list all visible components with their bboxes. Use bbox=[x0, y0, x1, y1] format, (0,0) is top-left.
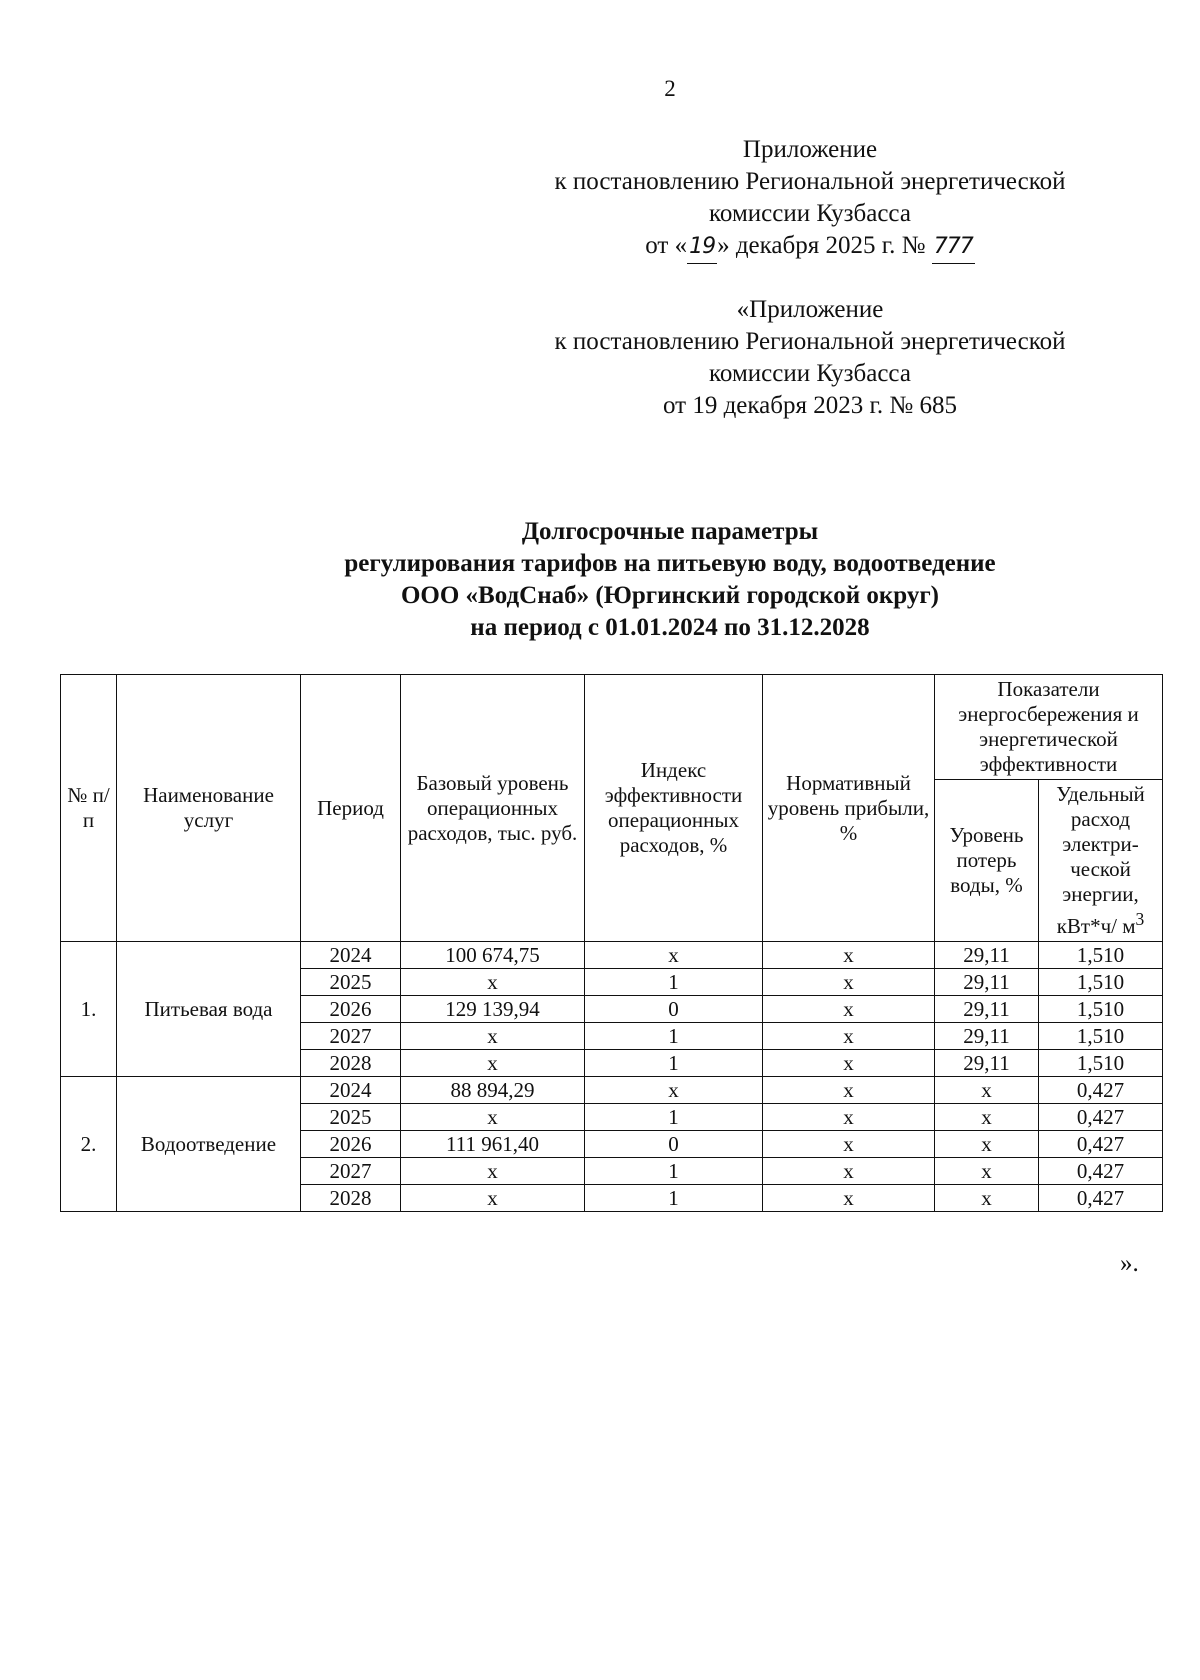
cell-period: 2026 bbox=[301, 996, 401, 1023]
handwritten-day: 19 bbox=[687, 231, 717, 264]
cell-period: 2025 bbox=[301, 969, 401, 996]
cell-base-opex: х bbox=[401, 1158, 585, 1185]
date-middle: » декабря 2025 г. № bbox=[717, 232, 926, 259]
cell-period: 2026 bbox=[301, 1131, 401, 1158]
cell-eff-index: 1 bbox=[585, 1050, 763, 1077]
approval-line: к постановлению Региональной энергетической bbox=[554, 168, 1066, 195]
cell-profit: х bbox=[763, 1077, 935, 1104]
cell-power-use: 0,427 bbox=[1039, 1158, 1163, 1185]
cell-service: Водоотведение bbox=[117, 1077, 301, 1212]
header-eff-index: Индекс эффективности операционных расходов, % bbox=[585, 675, 763, 942]
cell-water-loss: 29,11 bbox=[935, 1023, 1039, 1050]
cell-profit: х bbox=[763, 969, 935, 996]
cell-power-use: 1,510 bbox=[1039, 1050, 1163, 1077]
cell-profit: х bbox=[763, 1104, 935, 1131]
handwritten-number: 777 bbox=[932, 231, 975, 264]
cell-period: 2027 bbox=[301, 1158, 401, 1185]
cell-eff-index: 1 bbox=[585, 1185, 763, 1212]
table-row bbox=[61, 1077, 1163, 1104]
cell-period: 2028 bbox=[301, 1185, 401, 1212]
cell-base-opex: 100 674,75 bbox=[401, 942, 585, 969]
header-period: Период bbox=[301, 675, 401, 942]
approval-heading: «Приложение bbox=[736, 296, 884, 323]
cell-base-opex: х bbox=[401, 1185, 585, 1212]
cell-eff-index: х bbox=[585, 1077, 763, 1104]
approval-line: комиссии Кузбасса bbox=[709, 200, 911, 227]
cell-base-opex: х bbox=[401, 969, 585, 996]
header-base-opex: Базовый уровень операционных расходов, тыс. руб. bbox=[401, 675, 585, 942]
cell-water-loss: 29,11 bbox=[935, 996, 1039, 1023]
cell-period: 2027 bbox=[301, 1023, 401, 1050]
cell-base-opex: 111 961,40 bbox=[401, 1131, 585, 1158]
cell-period: 2028 bbox=[301, 1050, 401, 1077]
cell-num: 2. bbox=[61, 1077, 117, 1212]
header-profit: Нормативный уровень прибыли, % bbox=[763, 675, 935, 942]
approval-line: комиссии Кузбасса bbox=[709, 360, 911, 387]
closing-quote: ». bbox=[1120, 1250, 1139, 1277]
cell-num: 1. bbox=[61, 942, 117, 1077]
title-line: регулирования тарифов на питьевую воду, водоотведение bbox=[344, 550, 996, 577]
document-title bbox=[0, 516, 1200, 644]
approval-date-line bbox=[500, 230, 1120, 264]
cell-base-opex: х bbox=[401, 1023, 585, 1050]
approval-line: к постановлению Региональной энергетической bbox=[554, 328, 1066, 355]
cell-power-use: 0,427 bbox=[1039, 1131, 1163, 1158]
cell-service: Питьевая вода bbox=[117, 942, 301, 1077]
cell-period: 2025 bbox=[301, 1104, 401, 1131]
approval-date-line: от 19 декабря 2023 г. № 685 bbox=[662, 392, 958, 419]
cell-power-use: 0,427 bbox=[1039, 1104, 1163, 1131]
table-row bbox=[61, 942, 1163, 969]
cell-profit: х bbox=[763, 1158, 935, 1185]
tariff-parameters-table bbox=[60, 674, 1163, 1212]
cell-water-loss: х bbox=[935, 1104, 1039, 1131]
cell-base-opex: 129 139,94 bbox=[401, 996, 585, 1023]
cell-power-use: 0,427 bbox=[1039, 1185, 1163, 1212]
header-power-use-text: Удельный расход электри-ческой энергии, кВт*ч/ м bbox=[1056, 782, 1145, 938]
title-line: на период с 01.01.2024 по 31.12.2028 bbox=[470, 614, 870, 641]
cell-eff-index: 1 bbox=[585, 1104, 763, 1131]
cell-profit: х bbox=[763, 1185, 935, 1212]
cell-power-use: 1,510 bbox=[1039, 942, 1163, 969]
cell-eff-index: 0 bbox=[585, 1131, 763, 1158]
cell-power-use: 0,427 bbox=[1039, 1077, 1163, 1104]
cell-profit: х bbox=[763, 1023, 935, 1050]
cell-eff-index: 1 bbox=[585, 969, 763, 996]
cell-power-use: 1,510 bbox=[1039, 969, 1163, 996]
cell-water-loss: 29,11 bbox=[935, 969, 1039, 996]
cell-power-use: 1,510 bbox=[1039, 996, 1163, 1023]
cell-profit: х bbox=[763, 942, 935, 969]
approval-block-original bbox=[500, 294, 1120, 422]
page-number: 2 bbox=[664, 76, 676, 101]
cell-period: 2024 bbox=[301, 1077, 401, 1104]
cell-base-opex: 88 894,29 bbox=[401, 1077, 585, 1104]
cell-base-opex: х bbox=[401, 1104, 585, 1131]
header-water-loss: Уровень потерь воды, % bbox=[935, 780, 1039, 942]
cell-eff-index: 1 bbox=[585, 1158, 763, 1185]
approval-block-current bbox=[500, 134, 1120, 264]
cell-profit: х bbox=[763, 1131, 935, 1158]
header-num: № п/п bbox=[61, 675, 117, 942]
date-prefix: от « bbox=[645, 232, 688, 259]
header-energy-group: Показатели энергосбережения и энергетической эффективности bbox=[935, 675, 1163, 780]
cell-eff-index: 1 bbox=[585, 1023, 763, 1050]
cell-base-opex: х bbox=[401, 1050, 585, 1077]
cell-profit: х bbox=[763, 1050, 935, 1077]
cell-eff-index: 0 bbox=[585, 996, 763, 1023]
approval-heading: Приложение bbox=[742, 136, 878, 163]
header-service: Наименование услуг bbox=[117, 675, 301, 942]
cell-water-loss: х bbox=[935, 1077, 1039, 1104]
cell-water-loss: х bbox=[935, 1185, 1039, 1212]
cell-eff-index: х bbox=[585, 942, 763, 969]
header-power-use-sup: 3 bbox=[1135, 909, 1145, 929]
cell-water-loss: 29,11 bbox=[935, 1050, 1039, 1077]
cell-water-loss: х bbox=[935, 1131, 1039, 1158]
cell-period: 2024 bbox=[301, 942, 401, 969]
header-power-use bbox=[1039, 780, 1163, 942]
title-line: Долгосрочные параметры bbox=[521, 518, 819, 545]
cell-water-loss: 29,11 bbox=[935, 942, 1039, 969]
cell-water-loss: х bbox=[935, 1158, 1039, 1185]
table-body bbox=[61, 942, 1163, 1212]
title-line: ООО «ВодСнаб» (Юргинский городской округ) bbox=[400, 582, 940, 609]
cell-profit: х bbox=[763, 996, 935, 1023]
cell-power-use: 1,510 bbox=[1039, 1023, 1163, 1050]
